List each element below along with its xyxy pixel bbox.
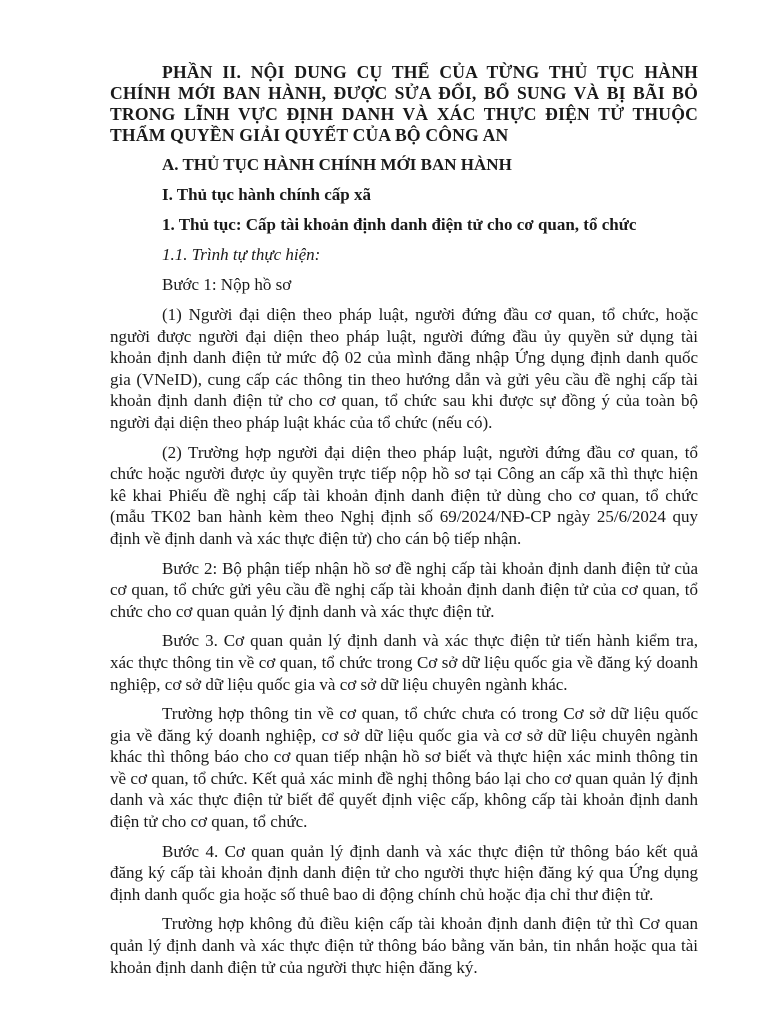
step-1-label: Bước 1: Nộp hồ sơ: [162, 275, 292, 294]
step-3-paragraph: Bước 3. Cơ quan quản lý định danh và xác thực điện tử tiến hành kiểm tra, xác thực thông tin về cơ quan, tổ chức trong Cơ sở dữ liệu quốc gia về đăng ký doanh nghiệp, cơ sở dữ liệu quốc gia và cơ sở dữ liệu chuyên ngành khác.: [110, 631, 698, 694]
step-1-paragraph-1: (1) Người đại diện theo pháp luật, người đứng đầu cơ quan, tổ chức, hoặc người được người đại diện theo pháp luật, người đứng đầu ủy quyền sử dụng tài khoản định danh điện tử mức độ 02 của mình đăng nhập Ứng dụng định danh quốc gia (VNeID), cung cấp các thông tin theo hướng dẫn và gửi yêu cầu đề nghị cấp tài khoản định danh điện tử cho cơ quan, tổ chức sau khi được sự đồng ý của toàn bộ người đại diện theo pháp luật khác của tổ chức (nếu có).: [110, 305, 698, 432]
section-i-heading: I. Thủ tục hành chính cấp xã: [162, 185, 371, 204]
procedure-1-heading: 1. Thủ tục: Cấp tài khoản định danh điện tử cho cơ quan, tổ chức: [162, 215, 637, 234]
document-title: PHẦN II. NỘI DUNG CỤ THỂ CỦA TỪNG THỦ TỤC HÀNH CHÍNH MỚI BAN HÀNH, ĐƯỢC SỬA ĐỔI, BỔ SUNG VÀ BỊ BÃI BỎ TRONG LĨNH VỰC ĐỊNH DANH VÀ XÁC THỰC ĐIỆN TỬ THUỘC THẨM QUYỀN GIẢI QUYẾT CỦA BỘ CÔNG AN: [110, 62, 698, 145]
step-1-paragraph-2: (2) Trường hợp người đại diện theo pháp luật, người đứng đầu cơ quan, tổ chức hoặc người được ủy quyền trực tiếp nộp hồ sơ tại Công an cấp xã thì thực hiện kê khai Phiếu đề nghị cấp tài khoản định danh điện tử dùng cho cơ quan, tổ chức (mẫu TK02 ban hành kèm theo Nghị định số 69/2024/NĐ-CP ngày 25/6/2024 quy định về định danh và xác thực điện tử) cho cán bộ tiếp nhận.: [110, 442, 698, 548]
section-a-heading: A. THỦ TỤC HÀNH CHÍNH MỚI BAN HÀNH: [162, 155, 512, 174]
step-2-paragraph: Bước 2: Bộ phận tiếp nhận hồ sơ đề nghị cấp tài khoản định danh điện tử của cơ quan, tổ chức gửi yêu cầu đề nghị cấp tài khoản định danh điện tử của cơ quan, tổ chức cho cơ quan quản lý định danh và xác thực điện tử.: [110, 558, 698, 621]
subsection-1-1-heading: 1.1. Trình tự thực hiện:: [162, 245, 321, 264]
step-4-paragraph-2: Trường hợp không đủ điều kiện cấp tài khoản định danh điện tử thì Cơ quan quản lý định danh và xác thực điện tử thông báo bằng văn bản, tin nhắn hoặc qua tài khoản định danh điện tử của người thực hiện đăng ký.: [110, 914, 698, 977]
step-3-paragraph-2: Trường hợp thông tin về cơ quan, tổ chức chưa có trong Cơ sở dữ liệu quốc gia về đăng ký doanh nghiệp, cơ sở dữ liệu quốc gia và cơ sở dữ liệu chuyên ngành khác thì thông báo cho cơ quan tiếp nhận hồ sơ biết và thực hiện xác minh thông tin về cơ quan, tổ chức. Kết quả xác minh đề nghị thông báo lại cho cơ quan quản lý định danh và xác thực điện tử biết để quyết định việc cấp, không cấp tài khoản định danh điện tử cho cơ quan, tổ chức.: [110, 704, 698, 832]
step-4-paragraph: Bước 4. Cơ quan quản lý định danh và xác thực điện tử thông báo kết quả đăng ký cấp tài khoản định danh điện tử cho người thực hiện đăng ký qua Ứng dụng định danh quốc gia hoặc số thuê bao di động chính chủ hoặc địa chỉ thư điện tử.: [110, 841, 698, 904]
